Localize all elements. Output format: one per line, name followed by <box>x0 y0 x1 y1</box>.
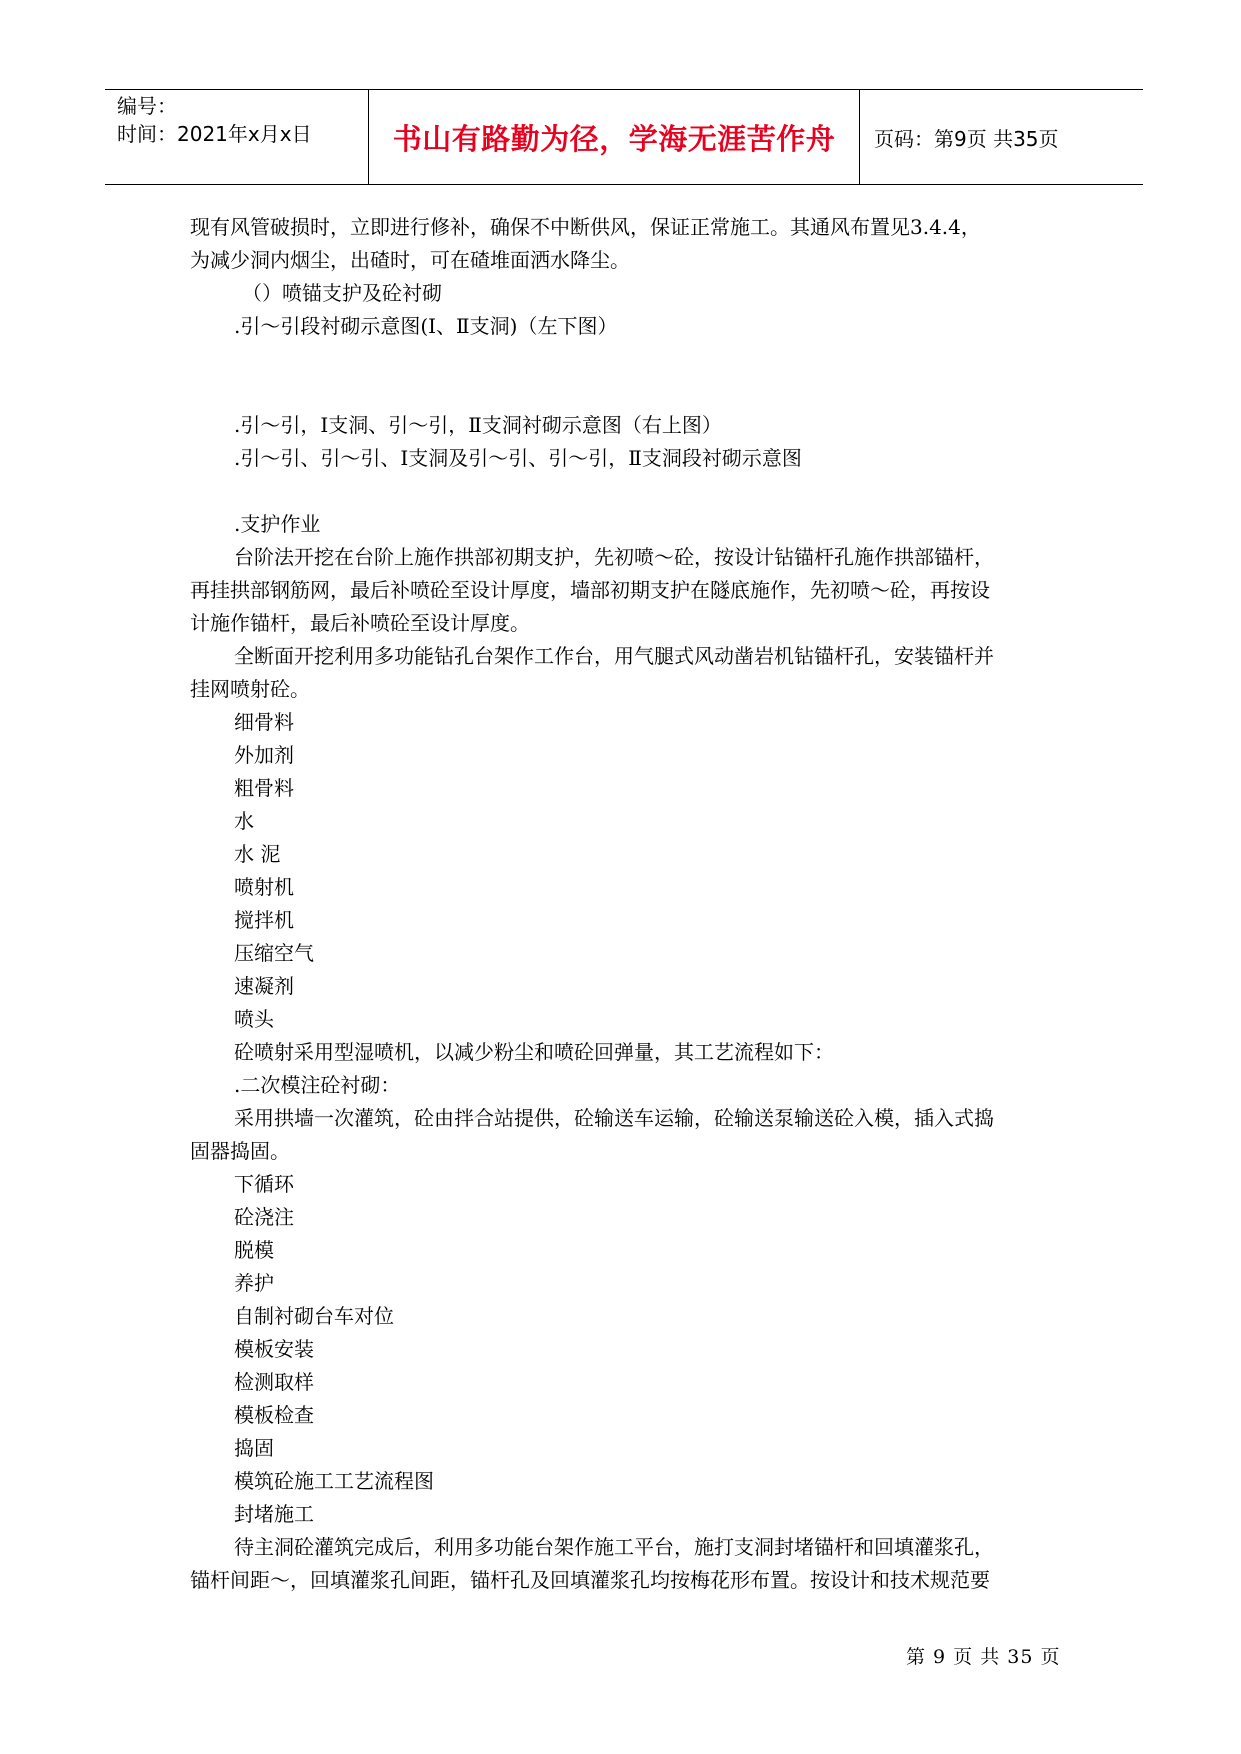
section-heading: （）喷锚支护及砼衬砌 <box>242 281 442 305</box>
flow-item: 检测取样 <box>234 1370 314 1394</box>
flow-item: 自制衬砌台车对位 <box>234 1304 394 1328</box>
header-meta <box>105 90 369 184</box>
page-footer: 第 9 页 共 35 页 <box>906 1646 1061 1668</box>
flow-item: 粗骨料 <box>234 776 294 800</box>
flow-item: 喷射机 <box>234 875 294 899</box>
flow-item: 模板检查 <box>234 1403 314 1427</box>
paragraph-line: 待主洞砼灌筑完成后，利用多功能台架作施工平台，施打支洞封堵锚杆和回填灌浆孔， <box>234 1535 994 1559</box>
figure-space <box>190 475 1070 508</box>
flow-item: 模板安装 <box>234 1337 314 1361</box>
figure-caption: .引～引段衬砌示意图(Ⅰ、Ⅱ支洞)（左下图） <box>234 314 618 338</box>
section-heading: 封堵施工 <box>234 1502 314 1526</box>
paragraph-line: 再挂拱部钢筋网，最后补喷砼至设计厚度，墙部初期支护在隧底施作，先初喷～砼，再按设 <box>190 578 990 602</box>
page-header <box>105 89 1143 185</box>
paragraph-line: 台阶法开挖在台阶上施作拱部初期支护，先初喷～砼，按设计钻锚杆孔施作拱部锚杆， <box>234 545 994 569</box>
serial-label: 编号： <box>117 94 177 118</box>
paragraph-line: 现有风管破损时，立即进行修补，确保不中断供风，保证正常施工。其通风布置见3.4.4， <box>190 215 981 239</box>
time-label: 时间：2021年x月x日 <box>117 122 312 146</box>
flow-item: 捣固 <box>234 1436 274 1460</box>
paragraph-line: 计施作锚杆，最后补喷砼至设计厚度。 <box>190 611 530 635</box>
header-motto: 书山有路勤为径，学海无涯苦作舟 <box>369 90 860 184</box>
paragraph-line: 砼喷射采用型湿喷机，以减少粉尘和喷砼回弹量，其工艺流程如下： <box>234 1040 834 1064</box>
header-page-info: 页码：第9页 共35页 <box>874 126 1059 151</box>
flow-item: 搅拌机 <box>234 908 294 932</box>
flow-item: 外加剂 <box>234 743 294 767</box>
paragraph-line: 采用拱墙一次灌筑，砼由拌合站提供，砼输送车运输，砼输送泵输送砼入模，插入式捣 <box>234 1106 994 1130</box>
paragraph-line: 固器捣固。 <box>190 1139 290 1163</box>
flow-item: 水 泥 <box>234 842 281 866</box>
flow-item: 喷头 <box>234 1007 274 1031</box>
flow-item: 压缩空气 <box>234 941 314 965</box>
paragraph-line: 全断面开挖利用多功能钻孔台架作工作台，用气腿式风动凿岩机钻锚杆孔，安装锚杆并 <box>234 644 994 668</box>
flow-item: 速凝剂 <box>234 974 294 998</box>
figure-caption: .引～引，Ⅰ支洞、引～引，Ⅱ支洞衬砌示意图（右上图） <box>234 413 722 437</box>
flow-item: 养护 <box>234 1271 274 1295</box>
flow-item: 脱模 <box>234 1238 274 1262</box>
paragraph-line: 挂网喷射砼。 <box>190 677 310 701</box>
document-body <box>190 211 1070 1597</box>
section-heading: .二次模注砼衬砌： <box>234 1073 401 1097</box>
flow-item: 细骨料 <box>234 710 294 734</box>
paragraph-line: 锚杆间距～，回填灌浆孔间距，锚杆孔及回填灌浆孔均按梅花形布置。按设计和技术规范要 <box>190 1568 990 1592</box>
flow-item: 下循环 <box>234 1172 294 1196</box>
section-heading: .支护作业 <box>234 512 321 536</box>
paragraph-line: 为减少洞内烟尘，出碴时，可在碴堆面洒水降尘。 <box>190 248 630 272</box>
figure-space <box>190 343 1070 409</box>
flow-item: 砼浇注 <box>234 1205 294 1229</box>
flow-item: 水 <box>234 809 254 833</box>
figure-caption: 模筑砼施工工艺流程图 <box>234 1469 434 1493</box>
figure-caption: .引～引、引～引、Ⅰ支洞及引～引、引～引，Ⅱ支洞段衬砌示意图 <box>234 446 802 470</box>
